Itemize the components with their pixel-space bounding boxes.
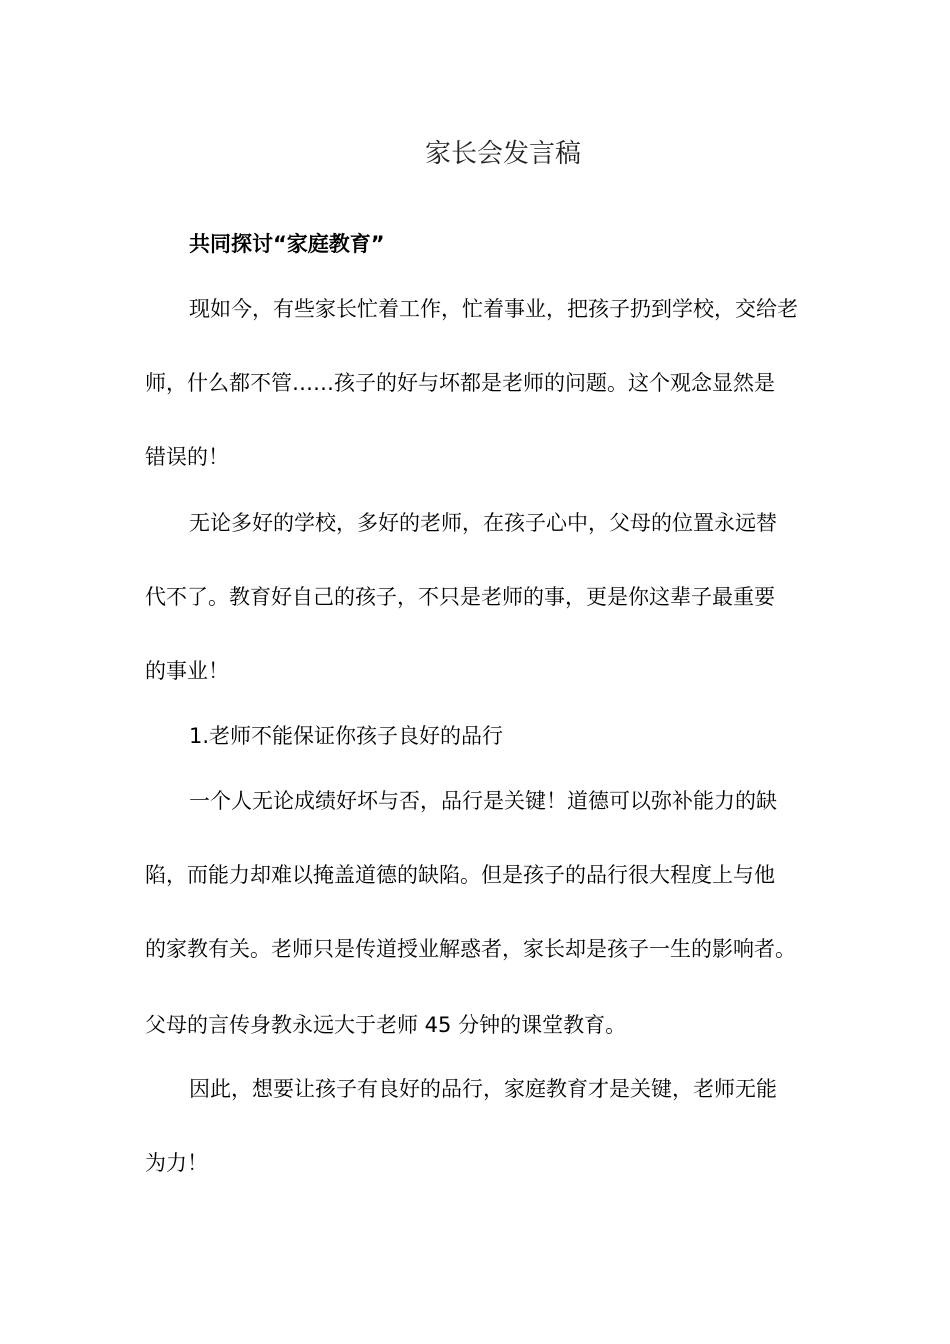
paragraph-line: 一个人无论成绩好坏与否，品行是关键！道德可以弥补能力的缺 bbox=[189, 789, 777, 813]
paragraph-line: 的事业！ bbox=[145, 659, 229, 683]
paragraph-line: 现如今，有些家长忙着工作，忙着事业，把孩子扔到学校，交给老 bbox=[189, 297, 798, 321]
paragraph-line: 陷，而能力却难以掩盖道德的缺陷。但是孩子的品行很大程度上与他 bbox=[145, 863, 775, 887]
section-heading: 共同探讨“家庭教育” bbox=[189, 232, 385, 256]
paragraph-line: 为力！ bbox=[145, 1151, 208, 1175]
paragraph-line: 师，什么都不管……孩子的好与坏都是老师的问题。这个观念显然是 bbox=[145, 371, 775, 395]
paragraph-line: 代不了。教育好自己的孩子，不只是老师的事，更是你这辈子最重要 bbox=[145, 585, 775, 609]
paragraph-line: 的家教有关。老师只是传道授业解惑者，家长却是孩子一生的影响者。 bbox=[145, 937, 796, 961]
paragraph-line: 无论多好的学校，多好的老师，在孩子心中，父母的位置永远替 bbox=[189, 511, 777, 535]
paragraph-line: 错误的！ bbox=[145, 445, 229, 469]
numbered-heading: 1.老师不能保证你孩子良好的品行 bbox=[189, 724, 504, 748]
paragraph-line: 父母的言传身教永远大于老师 45 分钟的课堂教育。 bbox=[145, 1013, 627, 1037]
paragraph-line: 因此，想要让孩子有良好的品行，家庭教育才是关键，老师无能 bbox=[189, 1077, 777, 1101]
document-title: 家长会发言稿 bbox=[424, 139, 581, 169]
